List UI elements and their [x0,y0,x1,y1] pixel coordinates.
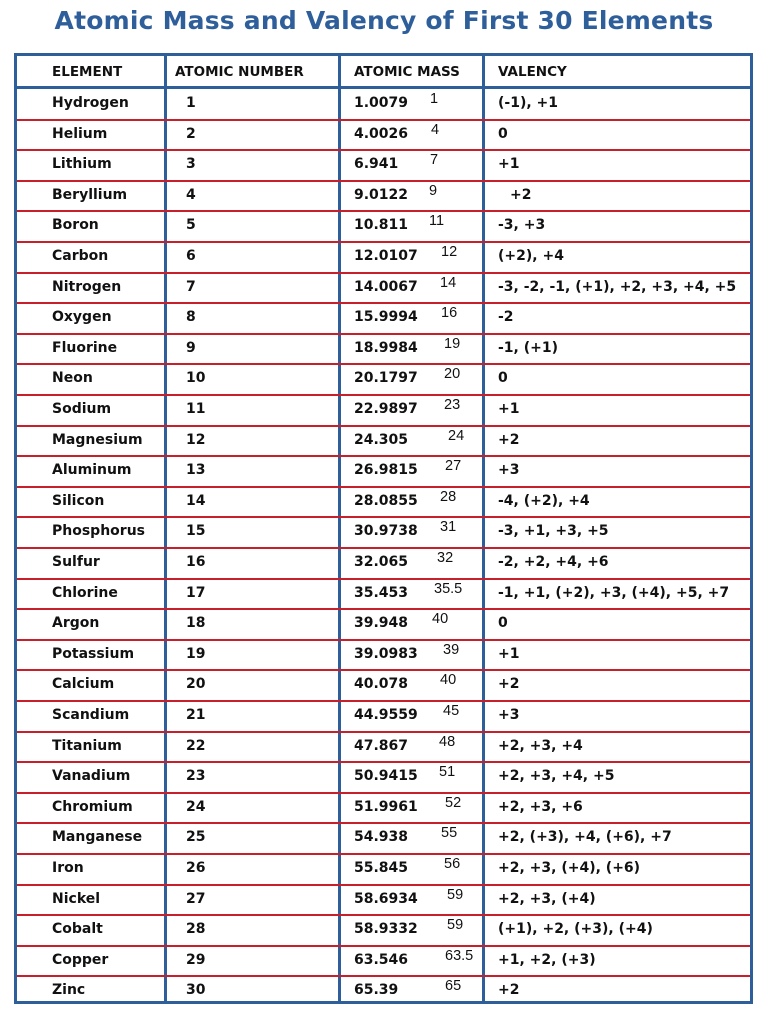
valency: +2, +3, (+4) [498,891,596,907]
rounded-mass: 55 [441,825,458,841]
valency: -1, (+1) [498,340,559,356]
row-divider [17,425,750,427]
row-divider [17,363,750,365]
atomic-number: 10 [186,370,206,386]
element-name: Calcium [52,676,115,692]
valency: -2 [498,309,514,325]
header-rule [14,86,753,89]
atomic-mass: 58.9332 [354,921,418,937]
rounded-mass: 14 [440,275,457,291]
row-divider [17,272,750,274]
rounded-mass: 12 [441,244,458,260]
element-name: Neon [52,370,93,386]
rounded-mass: 63.5 [445,948,474,964]
row-divider [17,792,750,794]
rounded-mass: 48 [439,734,456,750]
valency: (-1), +1 [498,95,559,111]
atomic-mass: 10.811 [354,217,409,233]
rounded-mass: 4 [431,122,440,138]
row-divider [17,302,750,304]
element-name: Fluorine [52,340,118,356]
atomic-mass: 4.0026 [354,126,409,142]
atomic-number: 24 [186,799,206,815]
atomic-number: 7 [186,279,196,295]
valency: +1 [498,646,520,662]
element-name: Sulfur [52,554,100,570]
element-name: Boron [52,217,99,233]
element-name: Beryllium [52,187,128,203]
atomic-mass: 20.1797 [354,370,418,386]
element-name: Phosphorus [52,523,145,539]
valency: -4, (+2), +4 [498,493,590,509]
element-name: Hydrogen [52,95,129,111]
atomic-number: 19 [186,646,206,662]
atomic-number: 8 [186,309,196,325]
valency: +2, +3, +4, +5 [498,768,615,784]
row-divider [17,516,750,518]
atomic-mass: 24.305 [354,432,409,448]
valency: +2, +3, (+4), (+6) [498,860,641,876]
valency: 0 [498,126,508,142]
row-divider [17,731,750,733]
atomic-number: 26 [186,860,206,876]
valency: +2, (+3), +4, (+6), +7 [498,829,672,845]
element-name: Aluminum [52,462,132,478]
atomic-number: 30 [186,982,206,998]
element-name: Zinc [52,982,86,998]
rounded-mass: 40 [440,672,457,688]
rounded-mass: 56 [444,856,461,872]
rounded-mass: 20 [444,366,461,382]
atomic-number: 3 [186,156,196,172]
element-name: Silicon [52,493,105,509]
element-name: Cobalt [52,921,103,937]
atomic-number: 20 [186,676,206,692]
element-name: Chlorine [52,585,118,601]
atomic-number: 14 [186,493,206,509]
row-divider [17,210,750,212]
element-name: Nickel [52,891,101,907]
row-divider [17,884,750,886]
atomic-number: 4 [186,187,196,203]
atomic-mass: 44.9559 [354,707,418,723]
valency: +2 [498,676,520,692]
rounded-mass: 40 [432,611,449,627]
element-name: Carbon [52,248,109,264]
element-name: Scandium [52,707,130,723]
atomic-number: 28 [186,921,206,937]
atomic-number: 13 [186,462,206,478]
valency: +2, +3, +4 [498,738,583,754]
atomic-number: 2 [186,126,196,142]
rounded-mass: 24 [448,428,465,444]
atomic-mass: 65.39 [354,982,399,998]
atomic-mass: 50.9415 [354,768,418,784]
element-name: Potassium [52,646,135,662]
atomic-number: 1 [186,95,196,111]
atomic-number: 23 [186,768,206,784]
valency: +1 [498,401,520,417]
row-divider [17,241,750,243]
element-name: Nitrogen [52,279,122,295]
valency: -3, -2, -1, (+1), +2, +3, +4, +5 [498,279,737,295]
atomic-number: 22 [186,738,206,754]
rounded-mass: 39 [443,642,460,658]
rounded-mass: 51 [439,764,456,780]
row-divider [17,669,750,671]
atomic-mass: 63.546 [354,952,409,968]
valency: -2, +2, +4, +6 [498,554,609,570]
row-divider [17,547,750,549]
atomic-mass: 54.938 [354,829,409,845]
element-name: Iron [52,860,84,876]
atomic-mass: 26.9815 [354,462,418,478]
atomic-number: 18 [186,615,206,631]
valency: +3 [498,462,520,478]
rounded-mass: 59 [447,917,464,933]
valency: 0 [498,615,508,631]
row-divider [17,761,750,763]
rounded-mass: 7 [430,152,439,168]
element-name: Copper [52,952,109,968]
rounded-mass: 9 [429,183,438,199]
element-name: Oxygen [52,309,112,325]
element-name: Manganese [52,829,143,845]
atomic-mass: 35.453 [354,585,409,601]
rounded-mass: 59 [447,887,464,903]
rounded-mass: 65 [445,978,462,994]
valency: +3 [498,707,520,723]
atomic-number: 21 [186,707,206,723]
rounded-mass: 32 [437,550,454,566]
column-header-atomic-mass: ATOMIC MASS [354,64,460,80]
row-divider [17,180,750,182]
atomic-mass: 47.867 [354,738,409,754]
valency: +2 [498,982,520,998]
atomic-number: 29 [186,952,206,968]
valency: (+1), +2, (+3), (+4) [498,921,653,937]
rounded-mass: 1 [430,91,439,107]
valency: +2 [498,432,520,448]
valency: (+2), +4 [498,248,564,264]
rounded-mass: 45 [443,703,460,719]
element-name: Helium [52,126,108,142]
column-divider [338,53,341,1004]
atomic-mass: 39.948 [354,615,409,631]
valency: -3, +1, +3, +5 [498,523,609,539]
valency: -3, +3 [498,217,546,233]
element-name: Titanium [52,738,122,754]
row-divider [17,975,750,977]
rounded-mass: 31 [440,519,457,535]
row-divider [17,578,750,580]
row-divider [17,486,750,488]
atomic-mass: 12.0107 [354,248,418,264]
row-divider [17,608,750,610]
row-divider [17,455,750,457]
atomic-mass: 32.065 [354,554,409,570]
atomic-number: 6 [186,248,196,264]
atomic-mass: 30.9738 [354,523,418,539]
rounded-mass: 23 [444,397,461,413]
atomic-number: 27 [186,891,206,907]
rounded-mass: 28 [440,489,457,505]
atomic-number: 9 [186,340,196,356]
atomic-mass: 9.0122 [354,187,409,203]
valency: +2 [510,187,532,203]
element-name: Magnesium [52,432,143,448]
element-name: Chromium [52,799,133,815]
element-name: Sodium [52,401,112,417]
rounded-mass: 27 [445,458,462,474]
atomic-mass: 40.078 [354,676,409,692]
atomic-mass: 51.9961 [354,799,418,815]
column-header-atomic-number: ATOMIC NUMBER [175,64,304,80]
row-divider [17,945,750,947]
valency: +2, +3, +6 [498,799,583,815]
atomic-number: 25 [186,829,206,845]
row-divider [17,853,750,855]
rounded-mass: 16 [441,305,458,321]
row-divider [17,700,750,702]
valency: +1 [498,156,520,172]
column-header-valency: VALENCY [498,64,567,80]
valency: 0 [498,370,508,386]
row-divider [17,914,750,916]
rounded-mass: 19 [444,336,461,352]
row-divider [17,119,750,121]
atomic-number: 15 [186,523,206,539]
atomic-number: 16 [186,554,206,570]
valency: +1, +2, (+3) [498,952,596,968]
atomic-mass: 6.941 [354,156,399,172]
rounded-mass: 11 [429,213,445,229]
column-divider [164,53,167,1004]
element-name: Argon [52,615,100,631]
atomic-number: 11 [186,401,206,417]
atomic-mass: 39.0983 [354,646,418,662]
atomic-mass: 55.845 [354,860,409,876]
element-name: Vanadium [52,768,131,784]
atomic-mass: 14.0067 [354,279,418,295]
row-divider [17,639,750,641]
element-name: Lithium [52,156,112,172]
valency: -1, +1, (+2), +3, (+4), +5, +7 [498,585,730,601]
column-divider [482,53,485,1004]
row-divider [17,394,750,396]
atomic-mass: 1.0079 [354,95,409,111]
rounded-mass: 52 [445,795,462,811]
atomic-mass: 22.9897 [354,401,418,417]
atomic-mass: 58.6934 [354,891,418,907]
atomic-mass: 18.9984 [354,340,418,356]
page-title: Atomic Mass and Valency of First 30 Elements [54,6,714,35]
row-divider [17,333,750,335]
atomic-number: 5 [186,217,196,233]
column-header-element: ELEMENT [52,64,123,80]
rounded-mass: 35.5 [434,581,463,597]
atomic-mass: 15.9994 [354,309,418,325]
atomic-number: 12 [186,432,206,448]
row-divider [17,822,750,824]
atomic-mass: 28.0855 [354,493,418,509]
atomic-number: 17 [186,585,206,601]
row-divider [17,149,750,151]
